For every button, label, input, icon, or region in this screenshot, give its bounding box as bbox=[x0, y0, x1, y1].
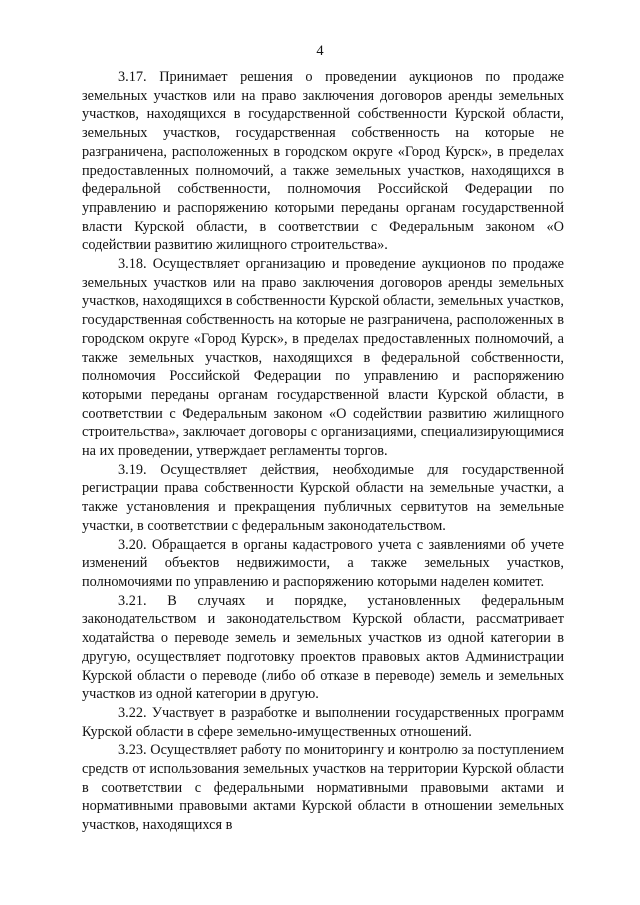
paragraph-3-19: 3.19. Осуществляет действия, необходимые для государственной регистрации права собственности Курской области на земельные участки, а также установления и прекращения публичных сервитутов на земельные участки, в соответствии с федеральным законодательством. bbox=[82, 461, 564, 534]
paragraph-3-20: 3.20. Обращается в органы кадастрового учета с заявлениями об учете изменений объектов недвижимости, а также земельных участков, полномочиями по управлению и распоряжению которыми наделен комитет. bbox=[82, 536, 564, 590]
paragraph-3-23: 3.23. Осуществляет работу по мониторингу и контролю за поступлением средств от использования земельных участков на территории Курской области в соответствии с федеральными нормативными правовыми актами и нормативными правовыми актами Курской области в отношении земельных участков, находящихся в bbox=[82, 742, 564, 834]
paragraph-3-18: 3.18. Осуществляет организацию и проведение аукционов по продаже земельных участков или на право заключения договоров аренды земельных участков, находящихся в собственности Курской области, земельных участков, государственная собственность на которые не разграничена, расположенных в городском округе «Город Курск», в пределах предоставленных полномочий, а также земельных участков, находящихся в федеральной собственности, полномочия Российской Федерации по управлению и распоряжению которыми переданы органам государственной власти Курской области, в соответствии с Федеральным законом «О содействии развитию жилищного строительства», заключает договоры с организациями, специализирующимися на их проведении, утверждает регламенты торгов. bbox=[82, 256, 564, 460]
paragraph-3-22: 3.22. Участвует в разработке и выполнении государственных программ Курской области в сфере земельно-имущественных отношений. bbox=[82, 704, 564, 740]
document-body bbox=[82, 68, 564, 835]
paragraph-3-17: 3.17. Принимает решения о проведении аукционов по продаже земельных участков или на право заключения договоров аренды земельных участков, находящихся в государственной собственности Курской области, земельных участков, государственная собственность на которые не разграничена, расположенных в городском округе «Город Курск», в пределах предоставленных полномочий, а также земельных участков, находящихся в федеральной собственности, полномочия Российской Федерации по управлению и распоряжению которыми переданы органам государственной власти Курской области, в соответствии с Федеральным законом «О содействии развитию жилищного строительства». bbox=[82, 69, 564, 254]
paragraph-3-21: 3.21. В случаях и порядке, установленных федеральным законодательством и законодательством Курской области, рассматривает ходатайства о переводе земель и земельных участков из одной категории в другую, осуществляет подготовку проектов правовых актов Администрации Курской области о переводе (либо об отказе в переводе) земель и земельных участков из одной категории в другую. bbox=[82, 592, 564, 703]
page-number: 4 bbox=[316, 43, 324, 59]
